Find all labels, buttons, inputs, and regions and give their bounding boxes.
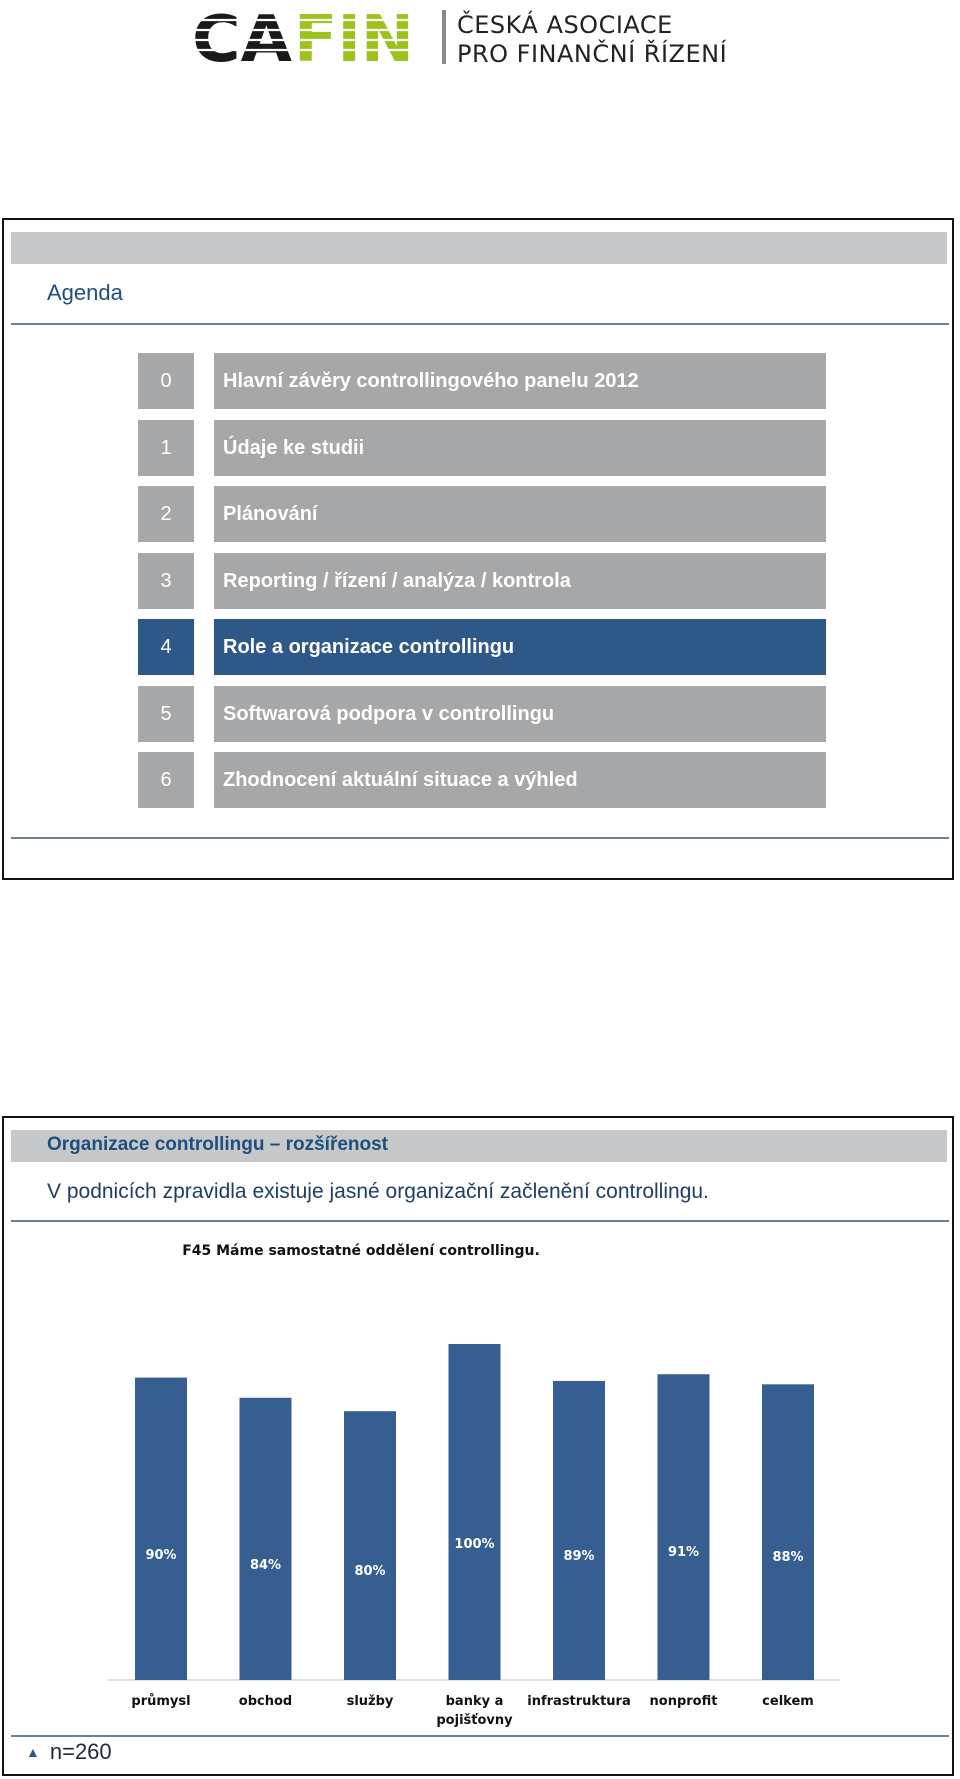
logo-mark-fin: FIN <box>294 6 414 66</box>
logo-text <box>457 11 727 69</box>
agenda-item[interactable] <box>138 619 752 675</box>
bar <box>449 1344 501 1680</box>
bar <box>762 1384 814 1680</box>
data-label: 88% <box>772 1550 804 1565</box>
data-label: 84% <box>249 1558 282 1573</box>
bar <box>658 1374 710 1680</box>
logo-divider <box>442 10 446 64</box>
data-label: 100% <box>454 1537 495 1552</box>
agenda-item-label: Role a organizace controllingu <box>214 619 826 675</box>
sample-size-text: n=260 <box>49 1739 112 1764</box>
category-label: služby <box>346 1694 394 1709</box>
slide-title: Organizace controllingu – rozšířenost <box>47 1134 389 1155</box>
category-label: nonprofit <box>649 1694 718 1709</box>
category-label: celkem <box>762 1694 814 1709</box>
sample-size-note <box>26 1739 112 1765</box>
bar <box>553 1381 605 1680</box>
slide-header-bar <box>11 232 947 264</box>
logo-line-2: PRO FINANČNÍ ŘÍZENÍ <box>457 40 728 68</box>
agenda-item-number: 3 <box>138 553 194 609</box>
agenda-item-number: 6 <box>138 752 194 808</box>
data-label: 89% <box>563 1549 595 1564</box>
bar <box>240 1398 292 1680</box>
agenda-item-number: 4 <box>138 619 194 675</box>
agenda-item-label: Zhodnocení aktuální situace a výhled <box>214 752 826 808</box>
logo-line-1: ČESKÁ ASOCIACE <box>457 11 673 39</box>
data-label: 80% <box>354 1564 386 1579</box>
agenda-item-number: 0 <box>138 353 194 409</box>
agenda-item-number: 1 <box>138 420 194 476</box>
data-label: 90% <box>145 1548 177 1563</box>
agenda-item[interactable] <box>138 353 752 409</box>
chart-slide <box>2 1116 954 1776</box>
category-label: banky a <box>445 1694 504 1709</box>
title-rule <box>11 323 949 325</box>
agenda-item-label: Softwarová podpora v controllingu <box>214 686 826 742</box>
bar <box>344 1411 396 1680</box>
agenda-item-label: Plánování <box>214 486 826 542</box>
logo-mark-ca: CA <box>192 6 293 66</box>
agenda-item-label: Údaje ke studii <box>214 420 826 476</box>
agenda-slide <box>2 218 954 880</box>
agenda-item[interactable] <box>138 553 752 609</box>
chart-title: F45 Máme samostatné oddělení controllingu. <box>182 1243 540 1259</box>
slide-subtitle: V podnicích zpravidla existuje jasné organizační začlenění controllingu. <box>47 1180 709 1203</box>
agenda-item[interactable] <box>138 752 752 808</box>
agenda-item[interactable] <box>138 420 752 476</box>
category-label: obchod <box>238 1694 293 1709</box>
agenda-item-label: Hlavní závěry controllingového panelu 2012 <box>214 353 826 409</box>
category-label: pojišťovny <box>436 1713 513 1728</box>
category-label: infrastruktura <box>527 1694 631 1709</box>
footer-rule <box>11 1735 949 1737</box>
agenda-item-number: 5 <box>138 686 194 742</box>
cafin-logo-mark <box>192 6 417 66</box>
data-label: 91% <box>667 1545 700 1560</box>
triangle-icon: ▲ <box>26 1744 40 1760</box>
agenda-title: Agenda <box>47 280 123 305</box>
bar-chart <box>4 1118 952 1774</box>
agenda-item[interactable] <box>138 486 752 542</box>
cafin-logo <box>192 6 752 68</box>
agenda-item-number: 2 <box>138 486 194 542</box>
bottom-rule <box>11 837 949 839</box>
agenda-item[interactable] <box>138 686 752 742</box>
category-label: průmysl <box>131 1694 191 1709</box>
agenda-item-label: Reporting / řízení / analýza / kontrola <box>214 553 826 609</box>
bar <box>135 1378 187 1680</box>
